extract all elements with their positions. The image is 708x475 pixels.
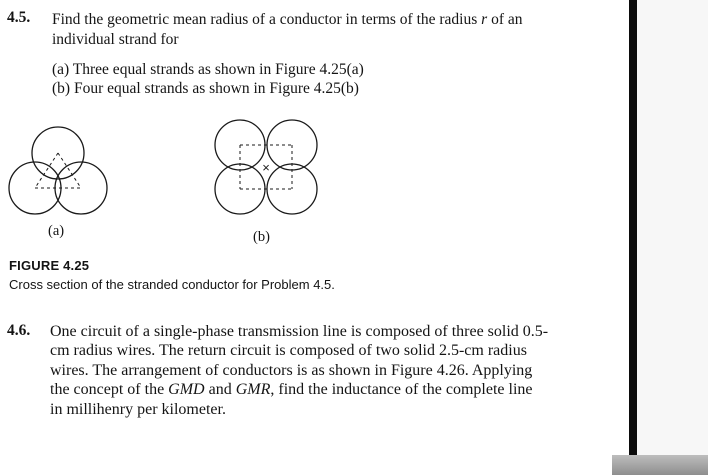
radius-variable: r [481,11,488,28]
problem-4-5-part-a: (a) Three equal strands as shown in Figure 4.25(a) [52,61,364,78]
problem-4-5-number: 4.5. [7,9,31,26]
center-mark: × [262,160,270,175]
figure-caption: Cross section of the stranded conductor for Problem 4.5. [9,277,335,292]
figure-4-25b-four-strands [200,115,330,225]
problem-4-6-line3: wires. The arrangement of conductors is as shown in Figure 4.26. Applying [50,362,533,379]
gmr-term: GMR [235,381,271,398]
problem-4-5-line1-text: Find the geometric mean radius of a conductor in terms of the radius [52,11,478,28]
facing-page-margin [637,0,708,455]
problem-4-6-line4-post: , find the inductance of the complete line [270,381,533,398]
problem-4-6-number: 4.6. [7,322,31,339]
problem-4-5-line2: individual strand for [52,31,179,48]
figure-label-a: (a) [48,223,65,239]
problem-4-6-line1: One circuit of a single-phase transmission line is composed of three solid 0.5- [50,323,549,340]
problem-4-6-line4-and: and [208,381,232,398]
problem-4-6-line2: cm radius wires. The return circuit is composed of two solid 2.5-cm radius [50,342,527,359]
problem-4-6-line4 [50,380,533,399]
problem-4-5-line1 [52,10,523,29]
page-corner-shadow [612,455,708,475]
problem-4-5-line1-end: of an [491,11,523,28]
figure-4-25a-three-strands [0,115,130,225]
figure-label-b: (b) [253,229,270,245]
problem-4-6-line5: in millihenry per kilometer. [50,401,226,418]
book-spine-shadow [629,0,637,475]
problem-4-5-part-b: (b) Four equal strands as shown in Figure 4.25(b) [52,80,359,97]
figure-title: FIGURE 4.25 [9,258,90,273]
center-triangle-dashed [35,153,81,188]
problem-4-6-line4-pre: the concept of the [50,381,165,398]
gmd-term: GMD [168,381,205,398]
